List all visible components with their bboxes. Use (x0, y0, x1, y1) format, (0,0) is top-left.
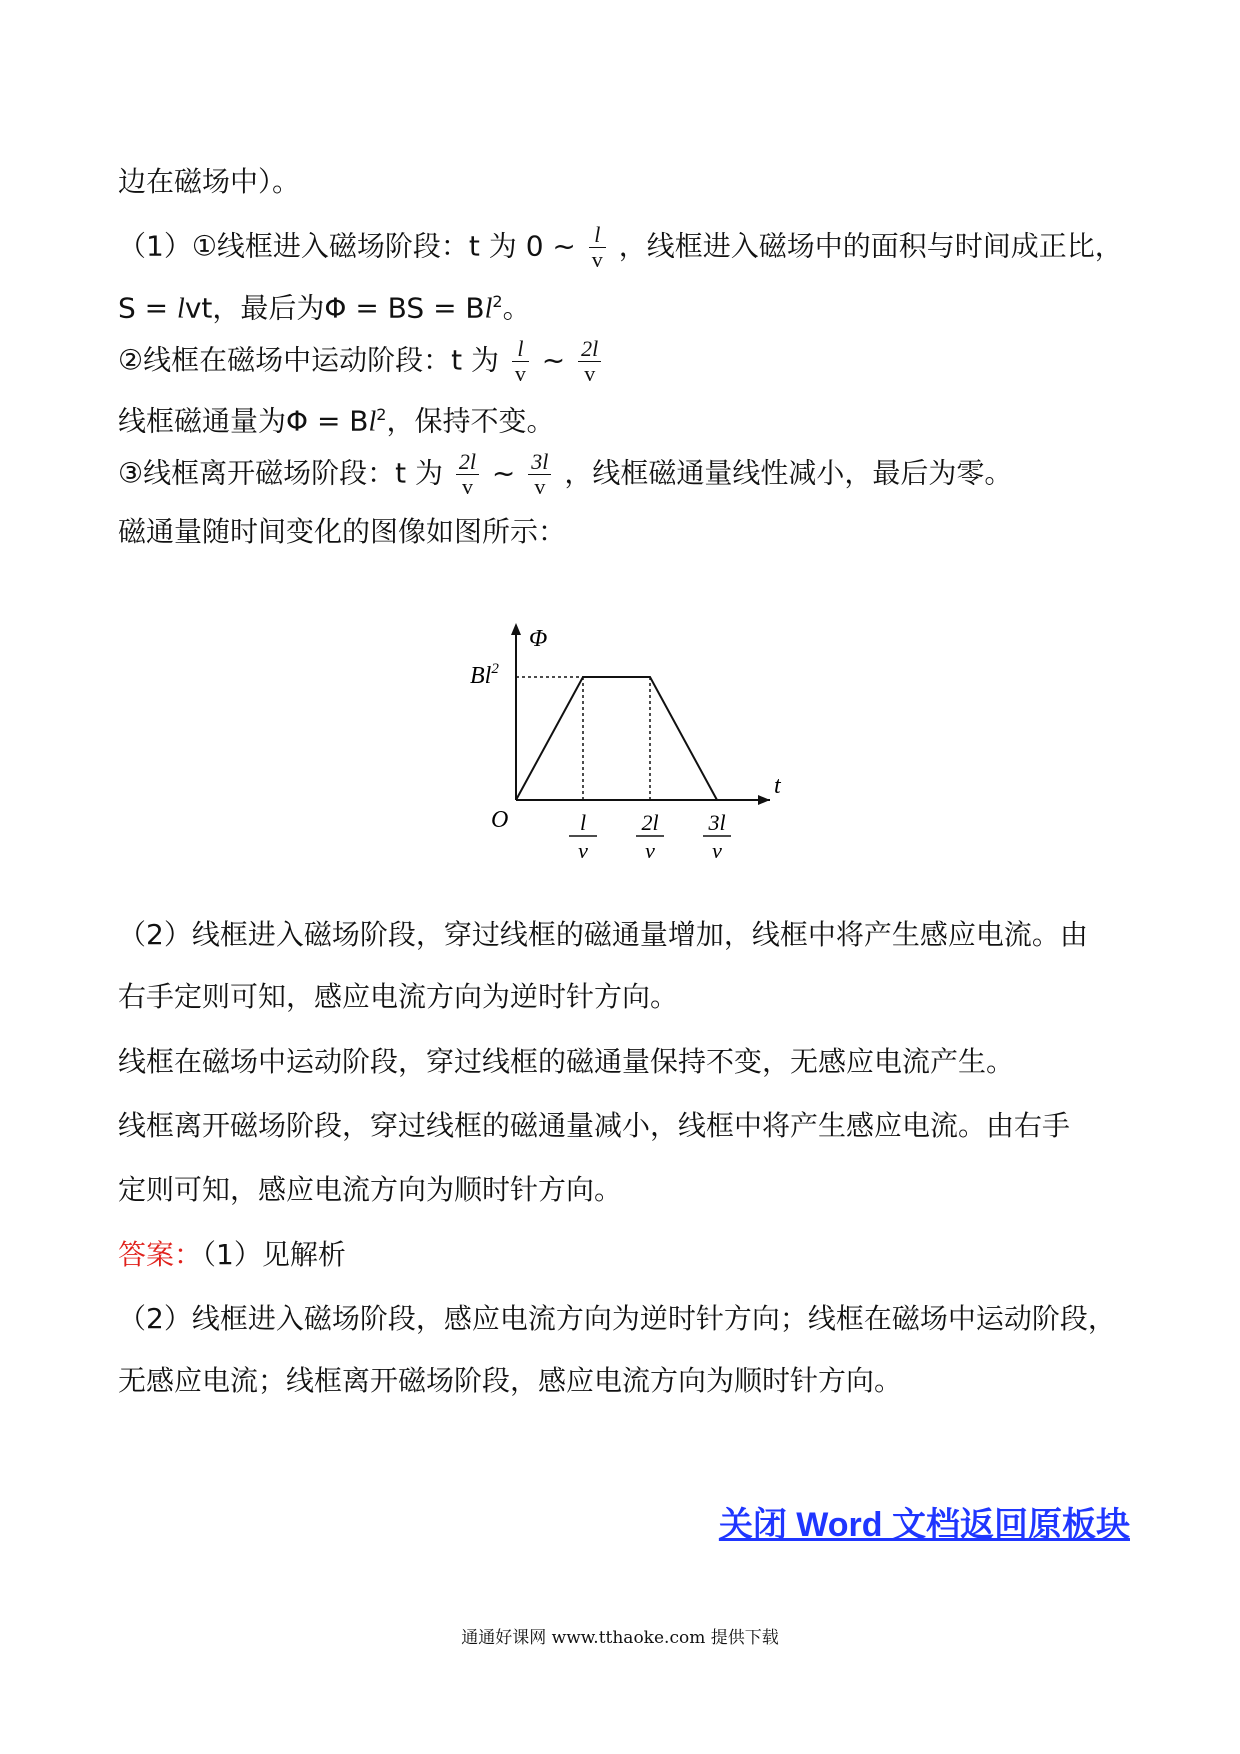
fraction (512, 337, 529, 386)
text-line (118, 223, 1123, 272)
text-segment: ，线框磁通量线性减小，最后为零。 (564, 456, 1013, 490)
text-segment: ，保持不变。 (386, 404, 555, 438)
text-line (118, 977, 678, 1017)
text-segment: 磁通量随时间变化的图像如图所示： (118, 515, 567, 548)
origin-label: O (491, 807, 509, 833)
fraction-denominator: v (584, 361, 596, 386)
math-variable: l (368, 406, 377, 438)
text-line (118, 512, 566, 552)
y-tick-label: Bl$^2$ (470, 661, 499, 689)
fraction-numerator: l (589, 223, 606, 248)
text-segment: ，线框进入磁场中的面积与时间成正比， (618, 229, 1123, 263)
text-line (118, 282, 531, 329)
text-segment: S = (118, 291, 178, 325)
text-line (118, 1299, 1116, 1339)
text-segment: 右手定则可知，感应电流方向为逆时针方向。 (118, 980, 679, 1013)
text-segment: 。 (502, 291, 531, 325)
text-segment: （1）①线框进入磁场阶段：t 为 0 ~ (118, 229, 576, 263)
fraction-denominator: v (461, 474, 473, 499)
flux-series-line (516, 677, 717, 800)
text-segment: （2）线框进入磁场阶段，穿过线框的磁通量增加，线框中将产生感应电流。由 (118, 918, 1088, 951)
footer-credit: 通通好课网 www.tthaoke.com 提供下载 (461, 1628, 779, 1648)
x-tick-denominator: v (645, 838, 655, 863)
text-segment: 定则可知，感应电流方向为顺时针方向。 (118, 1173, 623, 1206)
text-segment: 边在磁场中）。 (118, 165, 301, 198)
fraction-numerator: 2l (456, 450, 479, 475)
text-line (118, 1235, 346, 1275)
math-exponent: 2 (492, 292, 503, 311)
text-line (118, 1042, 1014, 1082)
y-axis-label: Φ (529, 626, 548, 652)
fraction-numerator: 3l (528, 450, 551, 475)
x-axis-label: t (774, 773, 781, 799)
text-segment: ~ (541, 343, 566, 377)
fraction (589, 223, 606, 272)
text-line (118, 162, 300, 202)
text-line (118, 915, 1088, 955)
y-axis-arrow (511, 623, 521, 635)
fraction-denominator: v (534, 474, 546, 499)
fraction (578, 337, 601, 386)
text-line (118, 1170, 622, 1210)
flux-time-chart (470, 615, 810, 870)
fraction-numerator: 2l (578, 337, 601, 362)
x-tick-denominator: v (578, 838, 588, 863)
close-word-return-link[interactable]: 关闭 Word 文档返回原板块 (718, 1506, 1130, 1544)
x-tick-numerator: l (579, 810, 587, 835)
x-tick-numerator: 2l (641, 810, 659, 835)
fraction (528, 450, 551, 499)
text-segment: ②线框在磁场中运动阶段：t 为 (118, 343, 499, 377)
text-line (118, 337, 605, 386)
math-exponent: 2 (376, 405, 387, 424)
text-line (118, 450, 1012, 499)
text-line (118, 1361, 902, 1401)
x-tick-denominator: v (712, 838, 722, 863)
answer-label: 答案： (118, 1238, 203, 1271)
math-variable: l (484, 293, 493, 325)
text-segment: 线框磁通量为Φ = B (118, 404, 369, 438)
text-segment: 线框在磁场中运动阶段，穿过线框的磁通量保持不变，无感应电流产生。 (118, 1045, 1015, 1078)
text-segment: （1）见解析 (202, 1238, 346, 1271)
text-segment: vt，最后为Φ = BS = B (184, 291, 485, 325)
fraction-denominator: v (514, 361, 526, 386)
text-segment: （2）线框进入磁场阶段，感应电流方向为逆时针方向；线框在磁场中运动阶段， (118, 1302, 1116, 1335)
text-segment: 线框离开磁场阶段，穿过线框的磁通量减小，线框中将产生感应电流。由右手 (118, 1109, 1071, 1142)
fraction-denominator: v (591, 247, 603, 272)
fraction-numerator: l (512, 337, 529, 362)
x-tick-numerator: 3l (708, 810, 726, 835)
x-axis-arrow (758, 795, 770, 805)
text-line (118, 1106, 1070, 1146)
text-segment: ③线框离开磁场阶段：t 为 (118, 456, 443, 490)
text-line (118, 395, 555, 442)
text-segment: ~ (491, 456, 516, 490)
fraction (456, 450, 479, 499)
text-segment: 无感应电流；线框离开磁场阶段，感应电流方向为顺时针方向。 (118, 1364, 903, 1397)
math-variable: l (177, 293, 185, 325)
